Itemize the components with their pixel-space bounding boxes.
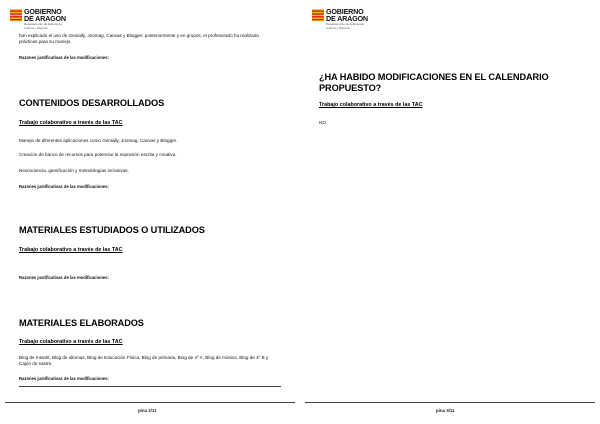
logo-line-1: GOBIERNO <box>24 7 62 16</box>
section-heading-contenidos: CONTENIDOS DESARROLLADOS <box>19 98 165 108</box>
page-number: pina 3/11 <box>436 408 455 413</box>
logo-sub-1: Departamento de Educación, <box>24 22 63 26</box>
calendar-answer: NO <box>319 120 326 125</box>
logo-line-2: DE ARAGON <box>24 14 66 23</box>
contenidos-paragraph-1: Manejo de diferentes aplicaciones como Genially, Joomag, Canvas y Blogger. <box>19 138 178 143</box>
page-number: pina 2/11 <box>138 408 157 413</box>
intro-reasons-label: Razones justificativas de las modificaciones: <box>19 55 109 60</box>
logo-line-2: DE ARAGON <box>326 14 368 23</box>
gobierno-aragon-logo <box>312 8 368 30</box>
footer-divider <box>5 402 295 403</box>
section-heading-materiales-estudiados: MATERIALES ESTUDIADOS O UTILIZADOS <box>19 225 205 235</box>
content-divider <box>19 386 281 387</box>
section-subheading-materiales-estudiados: Trabajo colaborativo a través de las TAC <box>19 247 123 253</box>
logo-sub-2: Cultura y Deporte <box>326 26 350 31</box>
document-page-3 <box>300 0 600 424</box>
section-heading-materiales-elaborados: MATERIALES ELABORADOS <box>19 318 144 328</box>
calendar-subheading: Trabajo colaborativo a través de las TAC <box>319 102 423 108</box>
materiales-elaborados-reasons-label: Razones justificativas de las modificaciones: <box>19 376 109 381</box>
calendar-question-heading: ¿HA HABIDO MODIFICACIONES EN EL CALENDARIO PROPUESTO? <box>319 72 549 93</box>
contenidos-reasons-label: Razones justificativas de las modificaciones: <box>19 184 109 189</box>
contenidos-paragraph-2: Creación de banco de recursos para potenciar la expresión escrita y creativa. <box>19 152 177 157</box>
logo-line-1: GOBIERNO <box>326 7 364 16</box>
footer-divider <box>305 402 595 403</box>
section-subheading-contenidos: Trabajo colaborativo a través de las TAC <box>19 120 123 126</box>
logo-sub-2: Cultura y Deporte <box>24 26 48 31</box>
contenidos-paragraph-3: Neurociencia, gamificación y metodologías inclusivas. <box>19 168 129 173</box>
aragon-flag-icon <box>312 9 324 21</box>
logo-sub-1: Departamento de Educación, <box>326 22 365 26</box>
intro-paragraph: han explicado el uso de Genially, Joomag, Canvas y Blogger. posteriormente y en grupos, el profesorado ha realizado prácticas para su manejo. <box>19 33 259 45</box>
materiales-elaborados-paragraph: Blog de Intantil, Blog de idiomas, Blog de Educación Física, Blog de primaria, Blog de 4º A, Blog de música, Blog de 4º B y Cajón de sastre. <box>19 355 269 367</box>
materiales-estudiados-reasons-label: Razones justificativas de las modificaciones: <box>19 275 109 280</box>
aragon-flag-icon <box>10 9 22 21</box>
gobierno-aragon-logo <box>10 8 66 30</box>
section-subheading-materiales-elaborados: Trabajo colaborativo a través de las TAC <box>19 339 123 345</box>
